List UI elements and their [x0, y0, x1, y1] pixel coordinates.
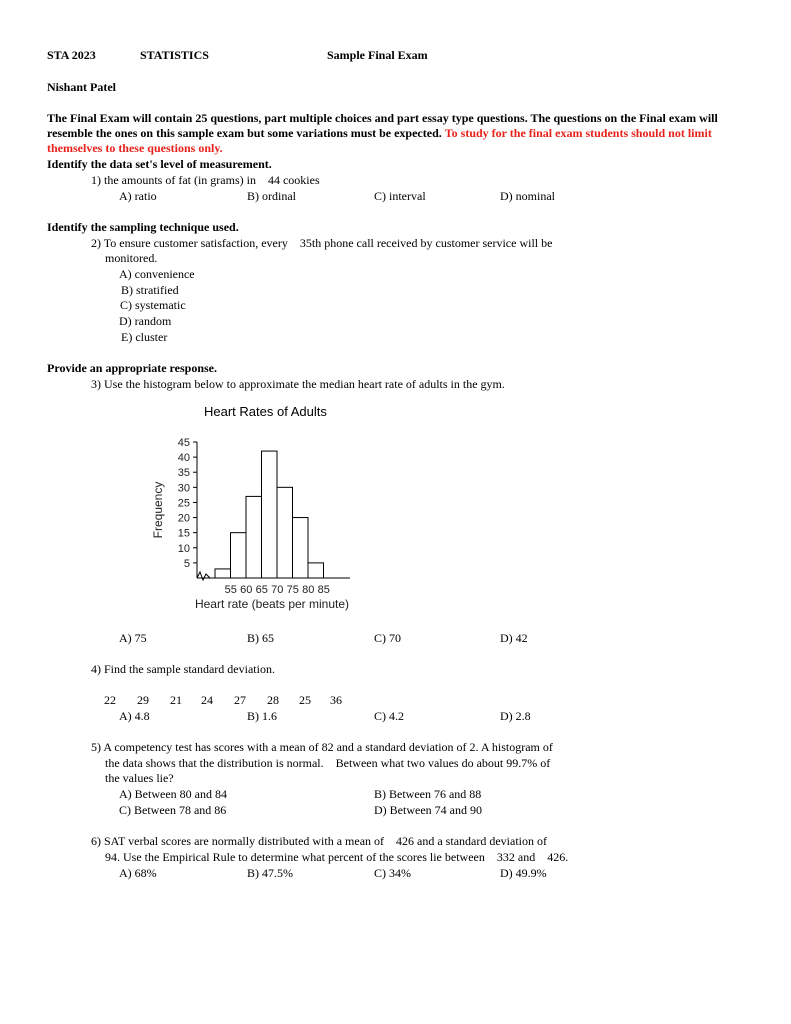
- q6-choice-a[interactable]: A) 68%: [119, 866, 157, 880]
- q6-choice-d[interactable]: D) 49.9%: [500, 866, 547, 880]
- q2-choice-b[interactable]: B) stratified: [121, 283, 179, 297]
- q4-data-value: 21: [170, 693, 182, 707]
- q4-stem: 4) Find the sample standard deviation.: [91, 662, 275, 676]
- intro-line-2-red: To study for the final exam students should not limit: [444, 126, 712, 140]
- q5-choice-c[interactable]: C) Between 78 and 86: [119, 803, 227, 817]
- q5-stem-line-2: the data shows that the distribution is normal. Between what two values do about 99.7% of: [105, 756, 551, 770]
- y-tick-label: 20: [177, 512, 190, 525]
- q4-data-value: 29: [137, 693, 149, 707]
- q5-choice-d[interactable]: D) Between 74 and 90: [374, 803, 482, 817]
- x-tick-label: 80: [302, 584, 315, 596]
- q2-choice-a[interactable]: A) convenience: [119, 267, 195, 281]
- q1-stem: 1) the amounts of fat (in grams) in 44 cookies: [91, 173, 320, 187]
- q6-choice-b[interactable]: B) 47.5%: [247, 866, 293, 880]
- section-heading-measurement: Identify the data set's level of measurement.: [47, 157, 272, 171]
- x-tick-label: 55: [224, 584, 237, 596]
- q2-choice-c[interactable]: C) systematic: [120, 298, 186, 312]
- histogram-bar: [277, 487, 293, 578]
- y-tick-label: 25: [177, 497, 190, 510]
- exam-title: Sample Final Exam: [327, 48, 428, 62]
- histogram-bar: [246, 496, 262, 578]
- course-code: STA 2023: [47, 48, 96, 62]
- histogram-bar: [215, 569, 231, 578]
- x-tick-label: 75: [286, 584, 299, 596]
- histogram-bars: [215, 451, 324, 578]
- x-tick-label: 65: [255, 584, 268, 596]
- q6-stem-line-1: 6) SAT verbal scores are normally distributed with a mean of 426 and a standard deviation of: [91, 834, 547, 848]
- q4-choice-b[interactable]: B) 1.6: [247, 709, 277, 723]
- q3-choice-b[interactable]: B) 65: [247, 631, 274, 645]
- histogram-bar: [308, 563, 324, 578]
- histogram-chart: [140, 420, 400, 640]
- author-name: Nishant Patel: [47, 80, 116, 94]
- y-axis-label: Frequency: [151, 481, 165, 539]
- axis-break-mark: [197, 572, 210, 580]
- x-tick-labels: [225, 584, 330, 596]
- intro-line-1: The Final Exam will contain 25 questions, part multiple choices and part essay type questions. The questions on the Final exam will: [47, 111, 718, 125]
- y-tick-label: 40: [177, 452, 190, 465]
- q4-choice-a[interactable]: A) 4.8: [119, 709, 150, 723]
- q4-choice-c[interactable]: C) 4.2: [374, 709, 404, 723]
- q3-choice-d[interactable]: D) 42: [500, 631, 528, 645]
- histogram-bar: [231, 533, 247, 578]
- x-tick-label: 70: [271, 584, 284, 596]
- x-axis-label: Heart rate (beats per minute): [194, 597, 350, 611]
- course-subject: STATISTICS: [140, 48, 209, 62]
- y-tick-label: 15: [177, 527, 190, 540]
- section-heading-sampling: Identify the sampling technique used.: [47, 220, 239, 234]
- q1-choice-b[interactable]: B) ordinal: [247, 189, 296, 203]
- q3-stem: 3) Use the histogram below to approximate the median heart rate of adults in the gym.: [91, 377, 505, 391]
- q3-choice-a[interactable]: A) 75: [119, 631, 147, 645]
- intro-line-2: [47, 126, 712, 140]
- q2-stem-line-1: 2) To ensure customer satisfaction, every 35th phone call received by customer service will be: [91, 236, 553, 250]
- q4-data-value: 28: [267, 693, 279, 707]
- q2-choice-e[interactable]: E) cluster: [121, 330, 168, 344]
- q3-choice-c[interactable]: C) 70: [374, 631, 401, 645]
- q1-choice-d[interactable]: D) nominal: [500, 189, 555, 203]
- histogram-bar: [262, 451, 278, 578]
- x-tick-label: 85: [317, 584, 330, 596]
- q4-data-value: 25: [299, 693, 311, 707]
- q6-stem-line-2: 94. Use the Empirical Rule to determine what percent of the scores lie between 332 and 426.: [105, 850, 569, 864]
- intro-line-3: themselves to these questions only.: [47, 141, 223, 155]
- q4-data-value: 36: [330, 693, 342, 707]
- x-tick-label: 60: [240, 584, 253, 596]
- histogram-bar: [293, 518, 309, 578]
- q1-choice-a[interactable]: A) ratio: [119, 189, 157, 203]
- chart-title: Heart Rates of Adults: [204, 404, 327, 419]
- q4-data-value: 27: [234, 693, 246, 707]
- y-tick-label: 5: [183, 557, 190, 570]
- q4-data-value: 24: [201, 693, 213, 707]
- q5-stem-line-3: the values lie?: [105, 771, 174, 785]
- section-heading-response: Provide an appropriate response.: [47, 361, 218, 375]
- y-tick-label: 30: [177, 482, 190, 495]
- y-tick-label: 35: [177, 467, 190, 480]
- q4-choice-d[interactable]: D) 2.8: [500, 709, 531, 723]
- intro-line-2-black: resemble the ones on this sample exam but some variations must be expected.: [47, 126, 442, 140]
- q1-choice-c[interactable]: C) interval: [374, 189, 426, 203]
- y-tick-label: 45: [177, 437, 190, 449]
- y-tick-labels: [178, 437, 197, 570]
- q4-data-value: 22: [104, 693, 116, 707]
- q5-choice-a[interactable]: A) Between 80 and 84: [119, 787, 227, 801]
- q2-stem-line-2: monitored.: [105, 251, 158, 265]
- q5-stem-line-1: 5) A competency test has scores with a mean of 82 and a standard deviation of 2. A histogram of: [91, 740, 553, 754]
- y-tick-label: 10: [177, 542, 190, 555]
- q2-choice-d[interactable]: D) random: [119, 314, 172, 328]
- q5-choice-b[interactable]: B) Between 76 and 88: [374, 787, 482, 801]
- q6-choice-c[interactable]: C) 34%: [374, 866, 411, 880]
